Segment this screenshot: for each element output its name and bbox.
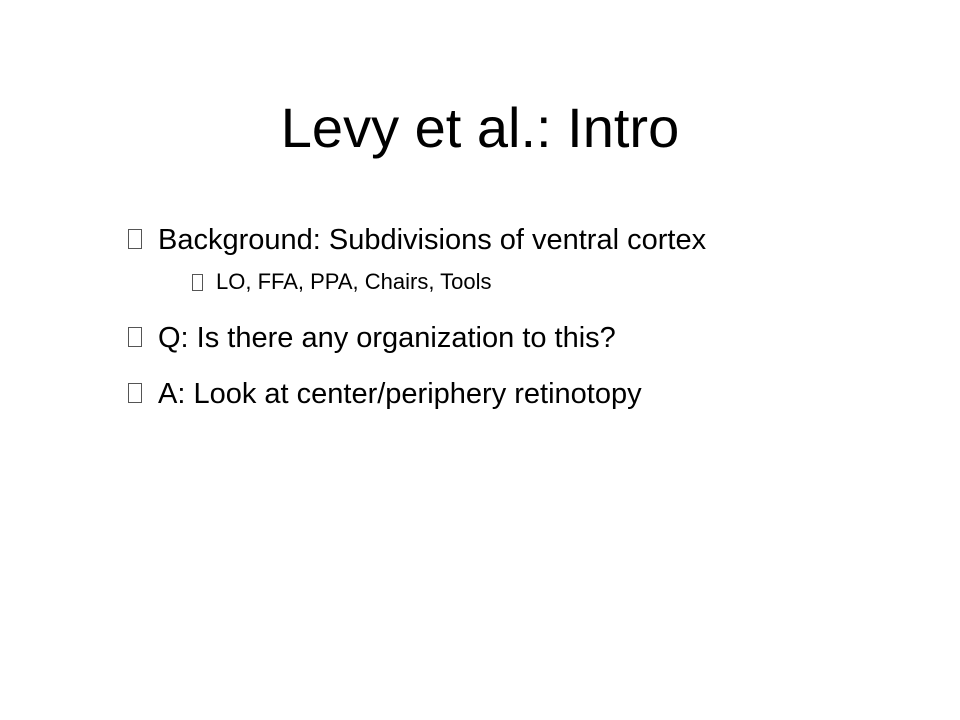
- sub-bullet-list: [158, 262, 824, 302]
- sub-bullet-item: [186, 262, 824, 302]
- bullet-text: Background: Subdivisions of ventral cortex: [158, 224, 707, 256]
- sub-bullet-text: LO, FFA, PPA, Chairs, Tools: [216, 269, 492, 294]
- bullet-text: Q: Is there any organization to this?: [158, 322, 616, 354]
- bullet-text: A: Look at center/periphery retinotopy: [158, 378, 642, 410]
- bullet-marker-icon: [128, 229, 142, 249]
- bullet-item: [124, 220, 824, 302]
- bullet-marker-icon: [128, 383, 142, 403]
- slide-title: Levy et al.: Intro: [280, 96, 680, 159]
- bullet-item: [124, 318, 824, 358]
- sub-bullet-marker-icon: [192, 274, 203, 291]
- bullet-marker-icon: [128, 327, 142, 347]
- bullet-item: [124, 374, 824, 414]
- bullet-list: [124, 220, 824, 430]
